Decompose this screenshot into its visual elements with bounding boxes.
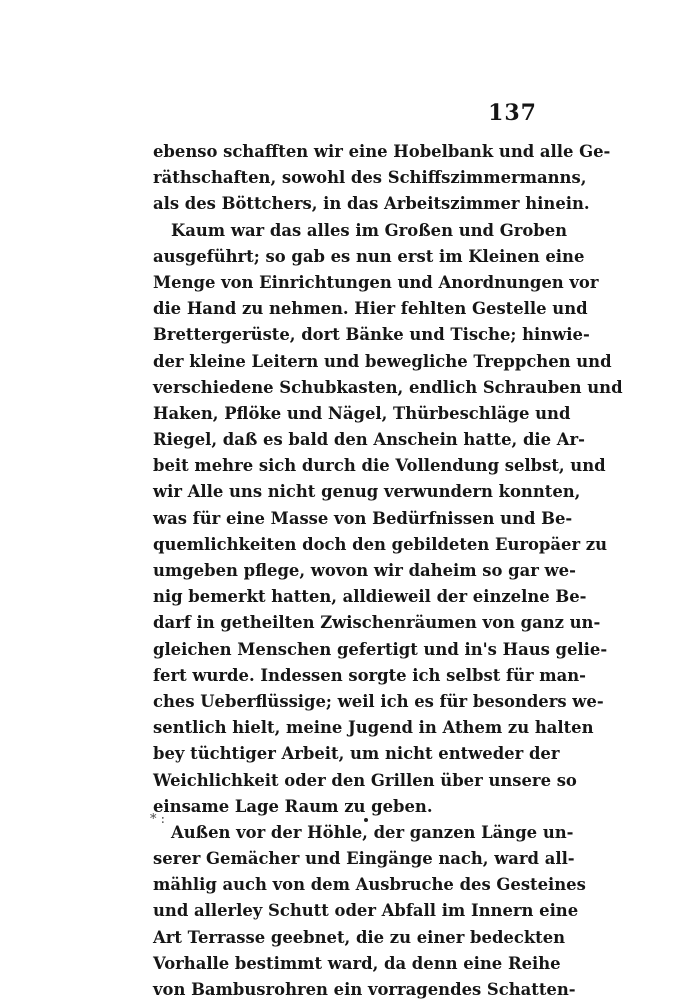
text-line: beit mehre sich durch die Vollendung selbst, und (153, 456, 606, 476)
text-line: sentlich hielt, meine Jugend in Athem zu halten (153, 718, 594, 738)
text-line: serer Gemächer und Eingänge nach, ward all- (153, 849, 575, 869)
text-line: Brettergerüste, dort Bänke und Tische; hinwie- (153, 325, 590, 345)
text-line: und allerley Schutt oder Abfall im Innern eine (153, 901, 579, 921)
text-line: wir Alle uns nicht genug verwundern konnten, (153, 482, 581, 502)
text-line: was für eine Masse von Bedürfnissen und Be- (153, 508, 573, 528)
text-line: verschiedene Schubkasten, endlich Schrauben und (153, 377, 623, 397)
text-line: Art Terrasse geebnet, die zu einer bedeckten (153, 927, 566, 947)
text-line: ebenso schafften wir eine Hobelbank und alle Ge- (153, 142, 611, 161)
text-line: quemlichkeiten doch den gebildeten Europäer zu (153, 534, 608, 554)
text-line: einsame Lage Raum zu geben. (153, 796, 433, 816)
text-line: mählig auch von dem Ausbruche des Gesteines (153, 875, 586, 895)
text-line: von Bambusrohren ein vorragendes Schatten- (153, 980, 576, 999)
page-number: 137 (488, 100, 537, 126)
text-line: Riegel, daß es bald den Anschein hatte, die Ar- (153, 430, 585, 450)
paragraph-start-line: Außen vor der Höhle, der ganzen Länge un- (171, 822, 574, 842)
footer-dot (364, 818, 368, 822)
text-line: Vorhalle bestimmt ward, da denn eine Reihe (153, 953, 561, 973)
paragraph-start-line: Kaum war das alles im Großen und Groben (171, 220, 568, 240)
text-line: die Hand zu nehmen. Hier fehlten Gestelle und (153, 299, 588, 319)
text-line: räthschaften, sowohl des Schiffszimmermanns, (153, 168, 587, 188)
text-line: nig bemerkt hatten, alldieweil der einzelne Be- (153, 587, 587, 607)
text-line: ches Ueberflüssige; weil ich es für besonders we- (153, 691, 604, 711)
body-text (153, 139, 623, 1003)
text-line: der kleine Leitern und bewegliche Treppchen und (153, 351, 612, 371)
text-line: Menge von Einrichtungen und Anordnungen vor (153, 272, 599, 292)
text-line: bey tüchtiger Arbeit, um nicht entweder der (153, 744, 560, 764)
text-line: gleichen Menschen gefertigt und in's Haus gelie- (153, 639, 608, 659)
text-line: ausgeführt; so gab es nun erst im Kleinen eine (153, 246, 585, 266)
text-line: fert wurde. Indessen sorgte ich selbst für man- (153, 665, 586, 685)
text-line: Weichlichkeit oder den Grillen über unsere so (153, 770, 577, 790)
text-line: Haken, Pflöke und Nägel, Thürbeschläge und (153, 403, 571, 423)
text-line: darf in getheilten Zwischenräumen von ganz un- (153, 613, 601, 633)
signature-mark: * : (150, 812, 166, 827)
text-line: umgeben pflege, wovon wir daheim so gar we- (153, 561, 576, 580)
text-line: als des Böttchers, in das Arbeitszimmer hinein. (153, 194, 590, 214)
